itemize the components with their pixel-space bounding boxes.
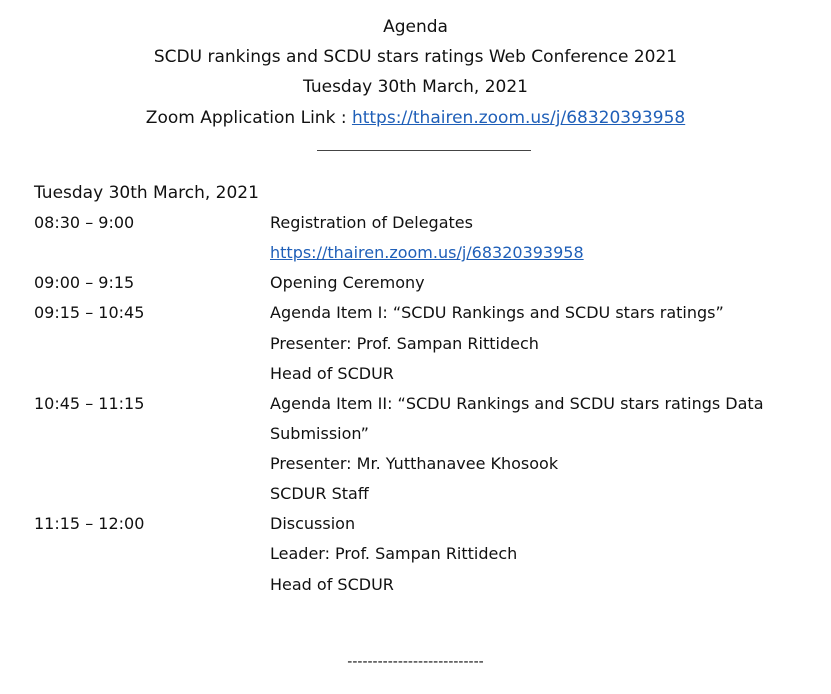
conference-date: Tuesday 30th March, 2021 <box>303 77 528 97</box>
schedule-row <box>0 212 831 242</box>
schedule-time: 10:45 – 11:15 <box>34 394 145 413</box>
schedule-row-continuation <box>0 242 831 272</box>
schedule-presenter-role: Head of SCDUR <box>270 364 394 383</box>
schedule-description-continued: Submission” <box>270 424 369 443</box>
schedule-description: Opening Ceremony <box>270 273 425 292</box>
zoom-link[interactable]: https://thairen.zoom.us/j/68320393958 <box>351 108 686 128</box>
schedule-row-continuation <box>0 453 831 483</box>
schedule-description: Agenda Item II: “SCDU Rankings and SCDU stars ratings Data <box>270 394 764 413</box>
schedule-time: 11:15 – 12:00 <box>34 514 145 533</box>
schedule-row <box>0 272 831 302</box>
agenda-title: Agenda <box>383 17 448 37</box>
schedule-row-continuation <box>0 543 831 573</box>
footer-divider: --------------------------- <box>347 654 484 670</box>
schedule-time: 09:00 – 9:15 <box>34 273 135 292</box>
schedule-row-continuation <box>0 333 831 363</box>
schedule-row-continuation <box>0 574 831 604</box>
zoom-label: Zoom Application Link : <box>145 108 352 128</box>
schedule-time: 09:15 – 10:45 <box>34 303 145 322</box>
schedule-presenter-role: SCDUR Staff <box>270 484 369 503</box>
schedule-time: 08:30 – 9:00 <box>34 213 135 232</box>
schedule-leader: Leader: Prof. Sampan Rittidech <box>270 544 518 563</box>
schedule-presenter: Presenter: Mr. Yutthanavee Khosook <box>270 454 559 473</box>
schedule-presenter: Presenter: Prof. Sampan Rittidech <box>270 334 539 353</box>
header-divider <box>317 150 531 151</box>
schedule-row <box>0 513 831 543</box>
schedule-row-continuation <box>0 423 831 453</box>
schedule-leader-role: Head of SCDUR <box>270 575 394 594</box>
schedule-row <box>0 302 831 332</box>
zoom-line <box>0 107 831 129</box>
schedule-description: Discussion <box>270 514 356 533</box>
registration-zoom-link[interactable]: https://thairen.zoom.us/j/68320393958 <box>270 243 584 262</box>
conference-title: SCDU rankings and SCDU stars ratings Web Conference 2021 <box>153 47 678 67</box>
schedule-row <box>0 393 831 423</box>
schedule-row-continuation <box>0 483 831 513</box>
schedule-date-heading: Tuesday 30th March, 2021 <box>34 183 259 203</box>
schedule-description: Registration of Delegates <box>270 213 473 232</box>
schedule-description: Agenda Item I: “SCDU Rankings and SCDU stars ratings” <box>270 303 724 322</box>
schedule-row-continuation <box>0 363 831 393</box>
